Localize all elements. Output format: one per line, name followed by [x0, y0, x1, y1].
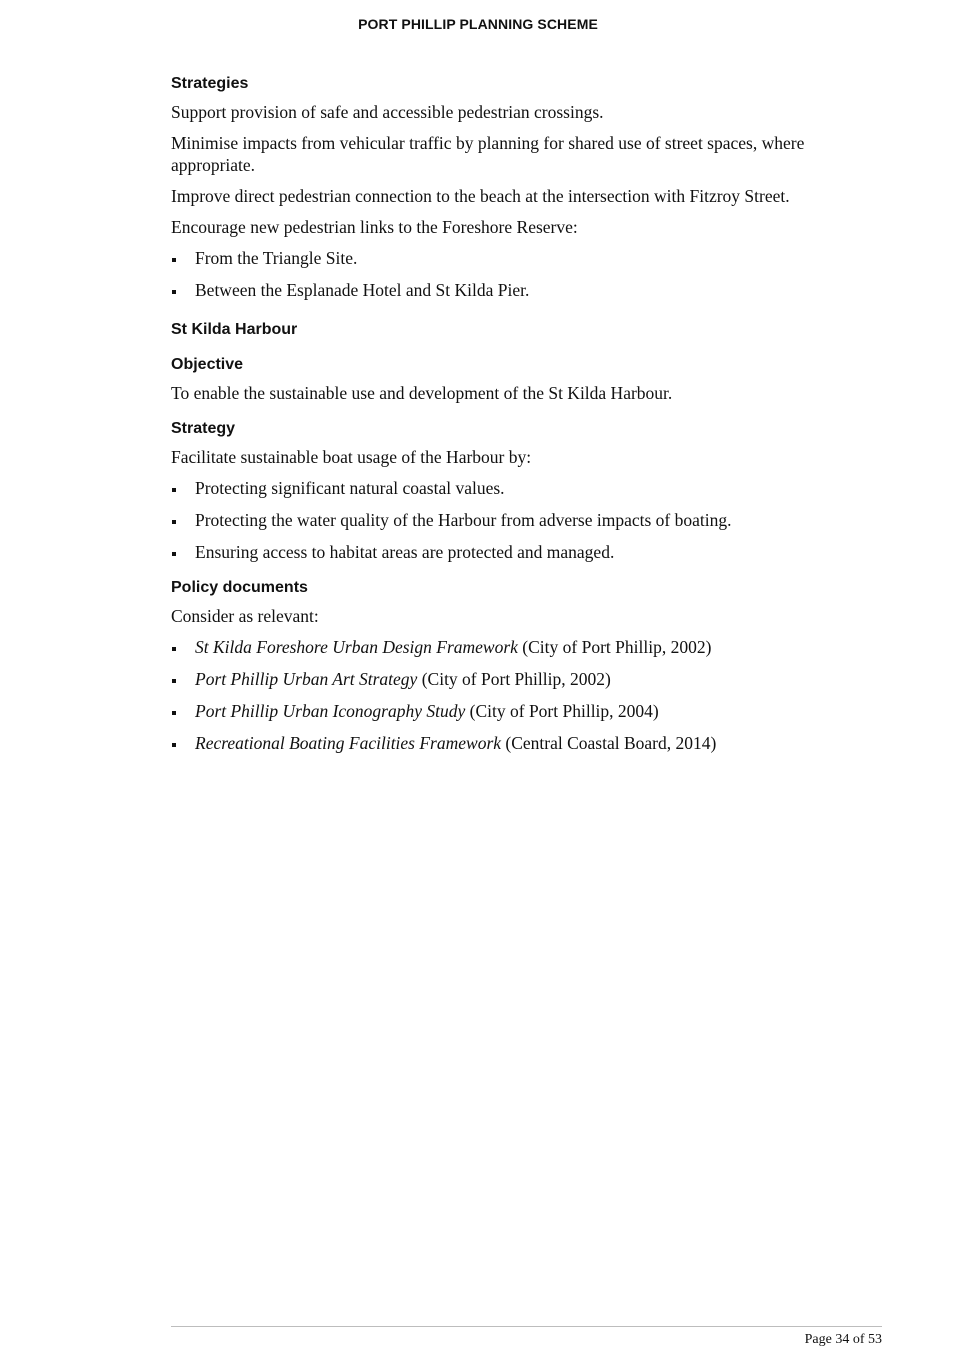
strategy-paragraph: Support provision of safe and accessible pedestrian crossings. [171, 102, 604, 122]
bullet-icon [172, 488, 176, 492]
list-item [171, 636, 851, 658]
bullet-icon [172, 743, 176, 747]
policy-intro: Consider as relevant: [171, 606, 319, 626]
page-header-title: PORT PHILLIP PLANNING SCHEME [358, 16, 598, 32]
bullet-icon [172, 711, 176, 715]
bullet-icon [172, 520, 176, 524]
objective-heading: Objective [171, 356, 244, 373]
bullet-icon [172, 258, 176, 262]
document-title: Port Phillip Urban Art Strategy [195, 669, 418, 689]
bullet-icon [172, 679, 176, 683]
footer-divider [171, 1326, 882, 1327]
strategy-text: Facilitate sustainable boat usage of the Harbour by: [171, 447, 532, 467]
harbour-strategy-list [171, 477, 851, 563]
list-item-text: Ensuring access to habitat areas are protected and managed. [195, 542, 615, 562]
list-item-text: Between the Esplanade Hotel and St Kilda Pier. [195, 280, 530, 300]
list-item [171, 247, 851, 269]
document-title: St Kilda Foreshore Urban Design Framework [195, 637, 518, 657]
list-item [171, 541, 851, 563]
document-source: (City of Port Phillip, 2002) [517, 637, 712, 657]
bullet-icon [172, 552, 176, 556]
bullet-icon [172, 290, 176, 294]
list-item [171, 477, 851, 499]
list-item [171, 509, 851, 531]
document-source: (Central Coastal Board, 2014) [501, 733, 717, 753]
policy-documents-heading: Policy documents [171, 579, 308, 596]
list-item-text: Protecting significant natural coastal values. [195, 478, 505, 498]
list-item [171, 732, 851, 754]
bullet-icon [172, 647, 176, 651]
policy-documents-list [171, 636, 851, 754]
document-title: Recreational Boating Facilities Framework [195, 733, 502, 753]
strategy-heading: Strategy [171, 420, 236, 437]
strategies-heading: Strategies [171, 75, 249, 92]
list-item [171, 279, 851, 301]
document-body [171, 74, 851, 763]
pedestrian-links-list [171, 247, 851, 301]
page-number: Page 34 of 53 [804, 1332, 882, 1347]
list-item [171, 668, 851, 690]
list-item-text: Protecting the water quality of the Harbour from adverse impacts of boating. [195, 510, 732, 530]
strategy-paragraph: Minimise impacts from vehicular traffic by planning for shared use of street spaces, where appropriate. [171, 133, 805, 175]
strategy-paragraph: Improve direct pedestrian connection to the beach at the intersection with Fitzroy Street. [171, 186, 790, 206]
document-title: Port Phillip Urban Iconography Study [195, 701, 466, 721]
section-heading-harbour: St Kilda Harbour [171, 321, 298, 338]
objective-text: To enable the sustainable use and development of the St Kilda Harbour. [171, 383, 673, 403]
document-source: (City of Port Phillip, 2002) [417, 669, 611, 689]
strategy-paragraph: Encourage new pedestrian links to the Foreshore Reserve: [171, 217, 578, 237]
document-source: (City of Port Phillip, 2004) [465, 701, 659, 721]
list-item-text: From the Triangle Site. [195, 248, 358, 268]
list-item [171, 700, 851, 722]
